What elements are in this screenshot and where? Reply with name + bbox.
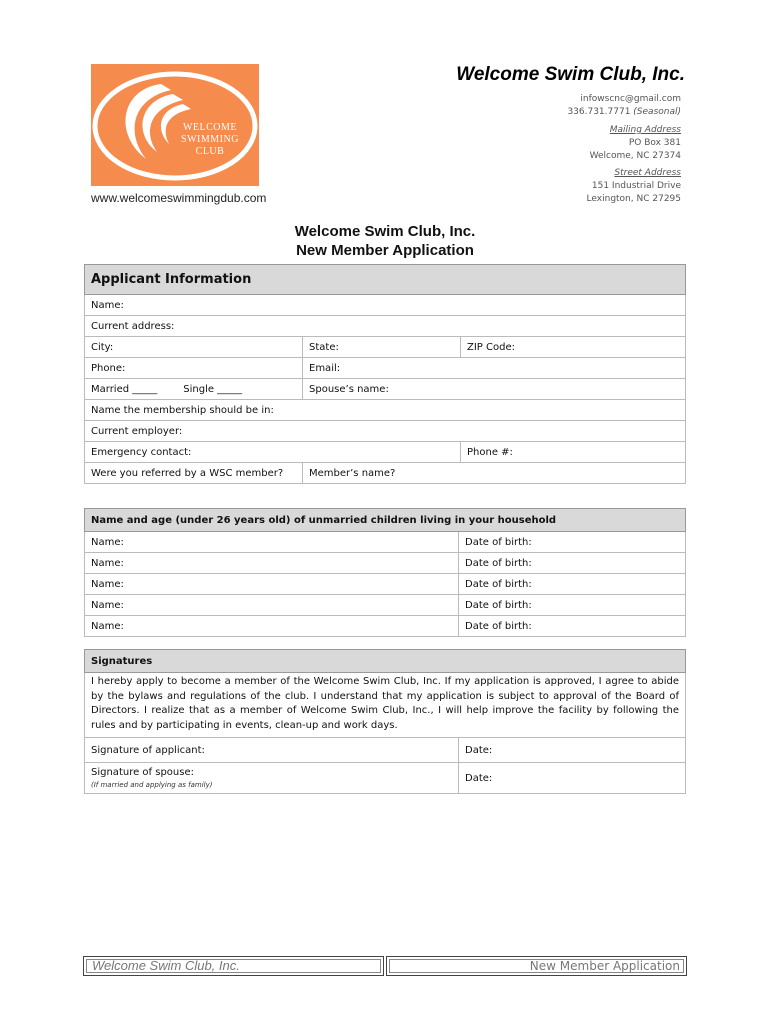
referred-field[interactable]: Were you referred by a WSC member? — [85, 463, 303, 484]
membership-name-field[interactable]: Name the membership should be in: — [85, 400, 686, 421]
spouse-signature-field[interactable] — [85, 763, 459, 794]
married-option[interactable]: Married _____ — [91, 383, 158, 395]
mailing-label: Mailing Address — [609, 125, 681, 135]
applicant-heading: Applicant Information — [85, 265, 686, 295]
child-dob-field[interactable]: Date of birth: — [459, 532, 686, 553]
children-table — [84, 508, 686, 637]
street-line-2: Lexington, NC 27295 — [586, 194, 681, 204]
street-line-1: 151 Industrial Drive — [591, 181, 681, 191]
city-field[interactable]: City: — [85, 337, 303, 358]
child-dob-field[interactable]: Date of birth: — [459, 574, 686, 595]
child-name-field[interactable]: Name: — [85, 574, 459, 595]
phone-text: 336.731.7771 — [567, 107, 631, 117]
phone-note: (Seasonal) — [633, 107, 681, 117]
child-dob-field[interactable]: Date of birth: — [459, 595, 686, 616]
child-name-field[interactable]: Name: — [85, 553, 459, 574]
document-title — [0, 222, 770, 260]
mailing-address — [590, 124, 681, 163]
child-dob-field[interactable]: Date of birth: — [459, 616, 686, 637]
footer-left — [83, 956, 384, 976]
member-name-field[interactable]: Member’s name? — [303, 463, 686, 484]
state-field[interactable]: State: — [303, 337, 461, 358]
signatures-heading: Signatures — [85, 650, 686, 673]
spouse-signature-note: (If married and applying as family) — [91, 781, 213, 789]
title-line-2: New Member Application — [296, 242, 474, 259]
employer-field[interactable]: Current employer: — [85, 421, 686, 442]
spouse-name-field[interactable]: Spouse’s name: — [303, 379, 686, 400]
child-name-field[interactable]: Name: — [85, 532, 459, 553]
emergency-contact-field[interactable]: Emergency contact: — [85, 442, 461, 463]
spouse-signature-label: Signature of spouse: — [91, 767, 194, 778]
agreement-text: I hereby apply to become a member of the Welcome Swim Club, Inc. If my application is approved, I agree to abide by the bylaws and regulations of the club. I understand that my application is subject to approval of the Board of Directors. I realize that as a member of Welcome Swim Club, Inc., I will help improve the facility by following the rules and by participating in events, clean-up and work days. — [85, 673, 686, 738]
child-name-field[interactable]: Name: — [85, 595, 459, 616]
single-option[interactable]: Single _____ — [183, 383, 243, 395]
logo-text: WELCOME SWIMMING CLUB — [181, 122, 239, 157]
signatures-table — [84, 649, 686, 794]
mailing-line-1: PO Box 381 — [628, 138, 681, 148]
contact-block — [567, 93, 681, 119]
applicant-date-field[interactable]: Date: — [459, 738, 686, 763]
spouse-date-field[interactable]: Date: — [459, 763, 686, 794]
phone-line — [567, 106, 681, 119]
street-address — [587, 167, 681, 206]
website-url: www.welcomeswimmingdub.com — [91, 191, 267, 205]
street-label: Street Address — [614, 168, 681, 178]
club-logo — [91, 64, 259, 186]
address-field[interactable]: Current address: — [85, 316, 686, 337]
footer-right — [386, 956, 687, 976]
applicant-table — [84, 264, 686, 484]
child-dob-field[interactable]: Date of birth: — [459, 553, 686, 574]
zip-field[interactable]: ZIP Code: — [461, 337, 686, 358]
email-field[interactable]: Email: — [303, 358, 686, 379]
emergency-phone-field[interactable]: Phone #: — [461, 442, 686, 463]
applicant-signature-field[interactable]: Signature of applicant: — [85, 738, 459, 763]
marital-status-field[interactable] — [85, 379, 303, 400]
mailing-line-2: Welcome, NC 27374 — [589, 151, 681, 161]
name-field[interactable]: Name: — [85, 295, 686, 316]
org-name: Welcome Swim Club, Inc. — [456, 64, 685, 85]
phone-field[interactable]: Phone: — [85, 358, 303, 379]
child-name-field[interactable]: Name: — [85, 616, 459, 637]
email-text: infowscnc@gmail.com — [580, 94, 681, 104]
children-heading: Name and age (under 26 years old) of unmarried children living in your household — [85, 509, 686, 532]
footer-form-name: New Member Application — [529, 959, 680, 973]
footer-org: Welcome Swim Club, Inc. — [92, 958, 240, 973]
title-line-1: Welcome Swim Club, Inc. — [294, 223, 476, 240]
